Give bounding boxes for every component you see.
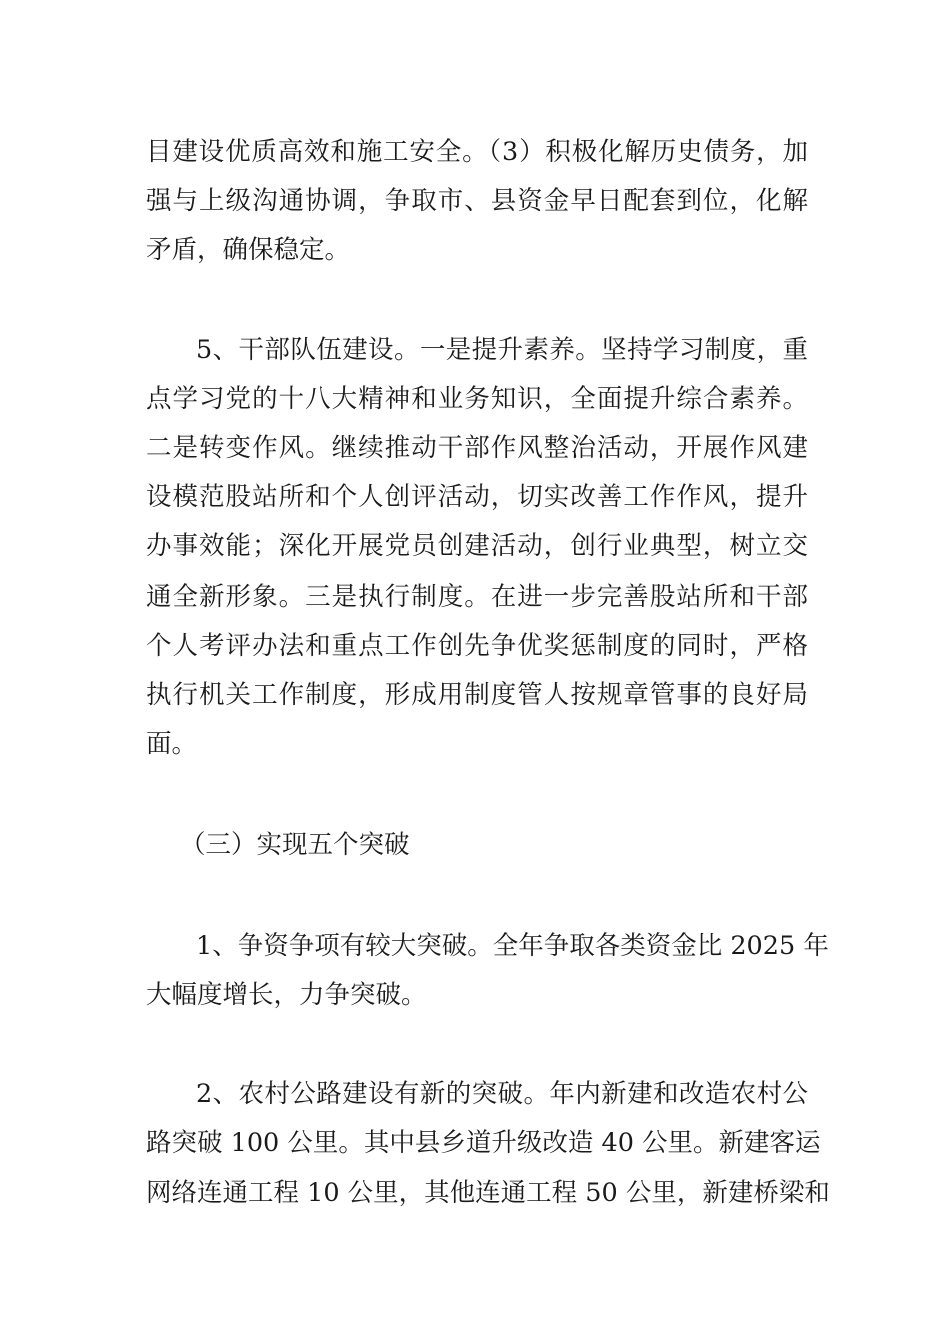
paragraph-2-line-1: 5、干部队伍建设。一是提升素养。坚持学习制度，重 <box>196 335 808 365</box>
paragraph-3-line-1: 1、争资争项有较大突破。全年争取各类资金比 2025 年 <box>196 931 829 961</box>
paragraph-2-line-4: 设模范股站所和个人创评活动，切实改善工作作风，提升 <box>146 482 808 512</box>
paragraph-4-line-1: 2、农村公路建设有新的突破。年内新建和改造农村公 <box>196 1079 808 1109</box>
paragraph-2-line-5: 办事效能；深化开展党员创建活动，创行业典型，树立交 <box>146 531 808 561</box>
paragraph-2-line-3: 二是转变作风。继续推动干部作风整治活动，开展作风建 <box>146 433 808 463</box>
paragraph-2-line-7: 个人考评办法和重点工作创先争优奖惩制度的同时，严格 <box>146 631 808 661</box>
paragraph-4-line-2: 路突破 100 公里。其中县乡道升级改造 40 公里。新建客运 <box>146 1128 821 1158</box>
paragraph-2-line-8: 执行机关工作制度，形成用制度管人按规章管事的良好局 <box>146 680 808 710</box>
paragraph-2-line-6: 通全新形象。三是执行制度。在进一步完善股站所和干部 <box>146 582 808 612</box>
paragraph-4-line-3: 网络连通工程 10 公里，其他连通工程 50 公里，新建桥梁和 <box>146 1178 830 1208</box>
paragraph-1-line-2: 强与上级沟通协调，争取市、县资金早日配套到位，化解 <box>146 186 808 216</box>
paragraph-3-line-2: 大幅度增长，力争突破。 <box>146 980 427 1010</box>
paragraph-1-line-1: 目建设优质高效和施工安全。（3）积极化解历史债务，加 <box>146 137 808 167</box>
paragraph-2-line-2: 点学习党的十八大精神和业务知识，全面提升综合素养。 <box>146 384 808 414</box>
section-heading: （三）实现五个突破 <box>180 830 410 860</box>
paragraph-1-line-3: 矛盾，确保稳定。 <box>146 235 351 265</box>
paragraph-2-line-9: 面。 <box>146 729 198 759</box>
